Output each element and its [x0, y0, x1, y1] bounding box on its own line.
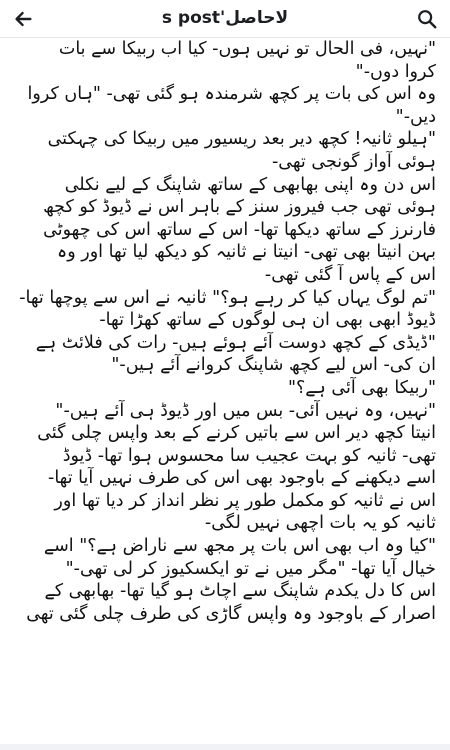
post-text [14, 38, 436, 742]
post-line: "ربیکا بھی آئی ہے؟" [287, 377, 436, 398]
post-line: "نہیں، فی الحال تو نہیں ہوں- کیا اب ربیکا سے بات [58, 39, 436, 59]
post-line: "ڈیڈی کے کچھ دوست آئے ہوئے ہیں- رات کی فلائٹ ہے [35, 332, 436, 353]
post-line: ہوئی آواز گونجی تھی- [271, 151, 436, 172]
post-line: اصرار کے باوجود وہ واپس گاڑی کی طرف چلی گئی تھی [26, 603, 436, 624]
post-line: ہوئی تھی جب فیروز سنز کے باہر اس نے ڈیوڈ کو کچھ [43, 197, 436, 218]
post-line: ان کی- اس لیے کچھ شاپنگ کروانے آئے ہیں-" [111, 355, 436, 376]
post-line: اس کے پاس آ گئی تھی- [264, 264, 436, 285]
post-line: خیال آیا تھا- "مگر میں نے تو ایکسکیوز کر لی تھی-" [65, 558, 436, 579]
post-line: بہن انیتا بھی تھی- انیتا نے ثانیہ کو دیکھ لیا تھا اور وہ [57, 242, 436, 263]
post-line: "تم لوگ یہاں کیا کر رہے ہو؟" ثانیہ نے اس سے پوچھا تھا- [19, 287, 436, 308]
post-line: اس نے ثانیہ کو مکمل طور پر نظر انداز کر دیا تھا اور [54, 490, 436, 511]
post-line: اسے دیکھنے کے باوجود بھی اس کی طرف نہیں آیا تھا- [48, 468, 436, 489]
post-line: "نہیں، وہ نہیں آئی- بس میں اور ڈیوڈ ہی آئے ہیں-" [55, 400, 436, 421]
post-line: تھی- ثانیہ کو بہت عجیب سا محسوس ہوا تھا- ڈیوڈ [62, 445, 436, 466]
search-button[interactable] [410, 2, 444, 36]
post-line: دیں-" [395, 106, 436, 127]
post-line: وہ اس کی بات پر کچھ شرمندہ ہو گئی تھی- "ہاں کروا [27, 84, 436, 105]
post-line: فارنرز کے ساتھ دیکھا تھا- اس کے ساتھ اس کی چھوٹی [43, 219, 436, 240]
page-title: لاحاصل's post [161, 8, 289, 28]
top-app-bar [0, 0, 450, 38]
post-line: کروا دوں-" [355, 61, 436, 82]
post-line: ڈیوڈ ابھی بھی ان ہی لوگوں کے ساتھ کھڑا تھا- [99, 310, 436, 331]
post-line: "ہیلو ثانیہ! کچھ دیر بعد ریسیور میں ربیکا کی چہکتی [47, 129, 436, 150]
search-icon [416, 8, 438, 30]
post-line: "کیا وہ اب بھی اس بات پر مجھ سے ناراض ہے؟" اسے [43, 536, 436, 557]
post-line: انیتا کچھ دیر اس سے باتیں کرنے کے بعد واپس چلی گئی [37, 423, 436, 444]
post-line: ثانیہ کو یہ بات اچھی نہیں لگی- [204, 513, 436, 534]
post-line: اس کا دل یکدم شاپنگ سے اچاٹ ہو گیا تھا- بھابھی کے [44, 581, 436, 602]
post-line: اس دن وہ اپنی بھابھی کے ساتھ شاپنگ کے لیے نکلی [64, 174, 436, 195]
bottom-edge [0, 744, 450, 750]
